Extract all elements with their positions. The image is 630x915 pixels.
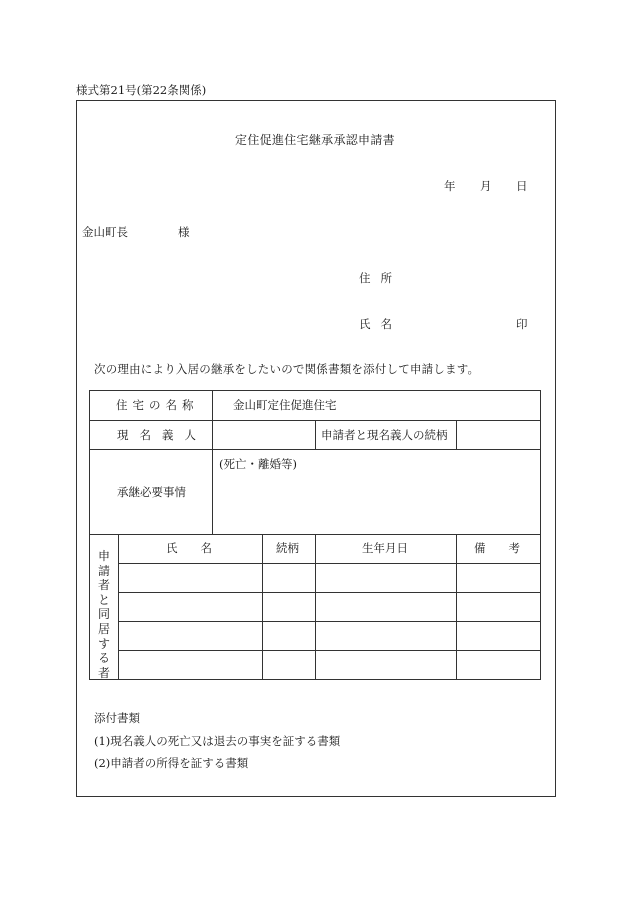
date-month-label: 月 — [480, 179, 492, 193]
applicant-name-label: 氏名 — [359, 317, 402, 331]
reason-label: 承継必要事情 — [117, 485, 186, 499]
table-line — [212, 391, 213, 534]
addressee-suffix: 様 — [178, 225, 190, 239]
column-header-remarks: 備 考 — [474, 541, 520, 555]
addressee-name: 金山町長 — [82, 225, 128, 239]
housing-name-label: 住宅の名称 — [116, 398, 199, 412]
table-line — [262, 534, 263, 679]
attachments-title: 添付書類 — [94, 711, 140, 725]
reason-hint: (死亡・離婚等) — [219, 457, 297, 471]
relationship-label: 申請者と現名義人の続柄 — [321, 428, 448, 442]
table-line — [456, 420, 457, 449]
table-line — [118, 621, 540, 622]
intro-text: 次の理由により入居の継承をしたいので関係書類を添付して申請します。 — [94, 362, 480, 376]
column-header-relationship: 続柄 — [276, 541, 299, 555]
table-line — [118, 534, 119, 679]
seal-label: 印 — [516, 317, 528, 331]
attachment-item: (1)現名義人の死亡又は退去の事実を証する書類 — [94, 734, 341, 748]
document-title: 定住促進住宅継承承認申請書 — [235, 133, 395, 147]
table-line — [456, 534, 457, 679]
applicant-address-label: 住所 — [359, 271, 402, 285]
housing-name-value: 金山町定住促進住宅 — [233, 398, 337, 412]
date-year-label: 年 — [444, 179, 456, 193]
table-line — [118, 563, 540, 564]
table-line — [315, 420, 316, 449]
table-line — [315, 534, 316, 679]
application-table — [89, 390, 541, 680]
cohabitants-vertical-label: 申請者と同居する者 — [97, 549, 110, 680]
current-holder-label: 現名義人 — [117, 428, 207, 442]
table-line — [118, 592, 540, 593]
table-line — [118, 650, 540, 651]
form-number: 様式第21号(第22条関係) — [76, 83, 207, 97]
attachment-item: (2)申請者の所得を証する書類 — [94, 756, 249, 770]
date-day-label: 日 — [516, 179, 528, 193]
table-line — [90, 449, 540, 450]
column-header-birthdate: 生年月日 — [362, 541, 408, 555]
column-header-name: 氏 名 — [166, 541, 212, 555]
